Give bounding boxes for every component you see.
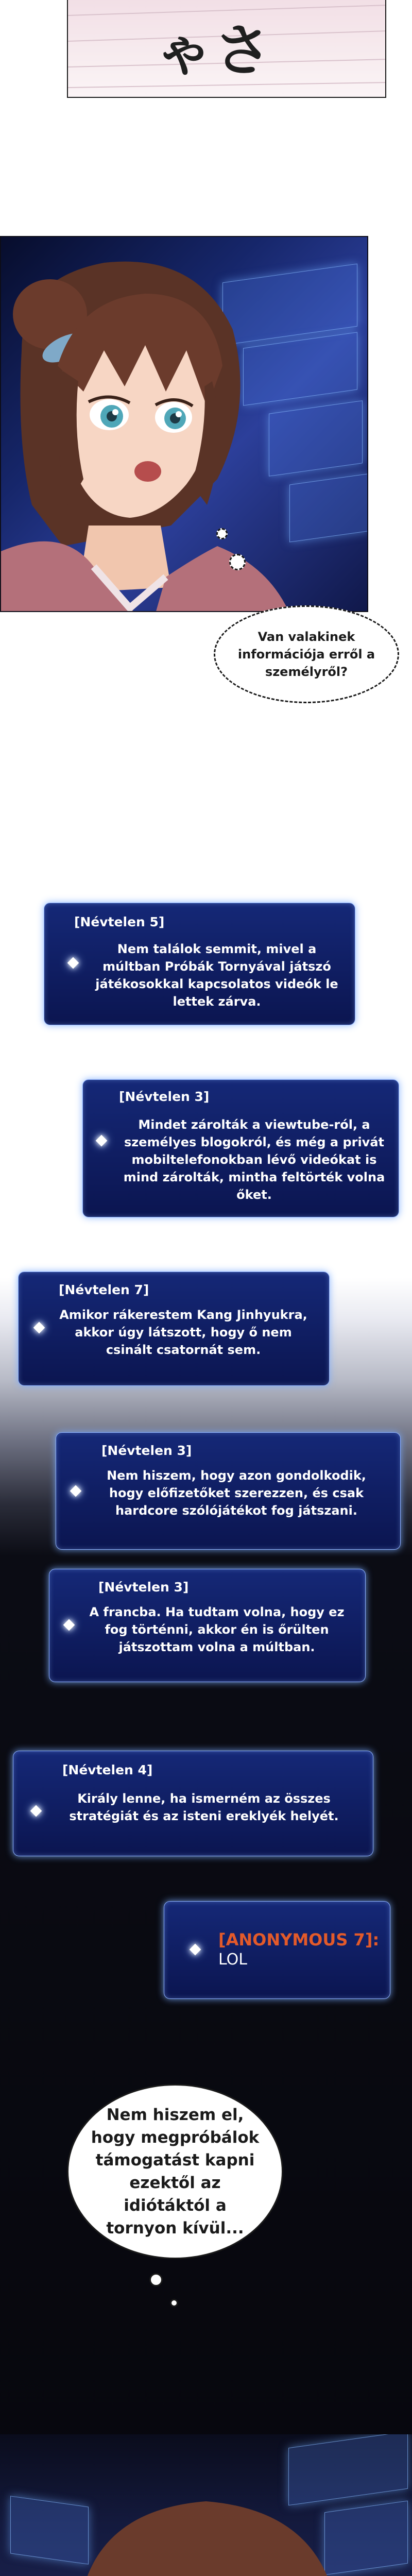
chat-message — [56, 1432, 401, 1550]
chat-message — [82, 1079, 399, 1217]
chat-message — [18, 1272, 330, 1386]
message-text: Nem hiszem, hogy azon gondolkodik, hogy előfizetőket szerezzen, és csak hardcore szólójátékot fog játszani. — [107, 1468, 366, 1518]
message-bullet-icon — [70, 1485, 82, 1497]
top-panel — [67, 0, 386, 98]
chat-message — [49, 1569, 366, 1682]
message-text: Király lenne, ha ismerném az összes stratégiát és az isteni ereklyék helyét. — [69, 1791, 339, 1823]
character-panel — [0, 236, 368, 612]
message-text: LOL — [218, 1951, 247, 1969]
message-sender: [Névtelen 3] — [119, 1089, 210, 1104]
message-sender: [Névtelen 7] — [59, 1282, 149, 1297]
thought-bubble: Nem hiszem el, hogy megpróbálok támogatást kapni ezektől az idiótáktól a tornyon kívül... — [67, 2084, 283, 2259]
message-sender: [ANONYMOUS 7]: — [218, 1930, 380, 1950]
thought-dot — [149, 2273, 163, 2286]
message-bullet-icon — [190, 1944, 201, 1956]
chat-message — [13, 1751, 373, 1856]
message-sender: [Névtelen 3] — [98, 1580, 189, 1595]
message-sender: [Névtelen 4] — [62, 1762, 153, 1777]
message-text: Mindet zárolták a viewtube-ról, a személyes blogokról, és még a privát mobiltelefonokban lévő videókat is mind zárolták, mintha feltörték volna őket. — [123, 1117, 385, 1202]
bottom-panel — [0, 2434, 412, 2576]
message-bullet-icon — [63, 1619, 75, 1631]
message-bullet-icon — [67, 957, 79, 969]
message-text: A francba. Ha tudtam volna, hogy ez fog történni, akkor én is őrülten játszottam volna a múltban. — [89, 1605, 345, 1654]
chat-message — [44, 903, 355, 1025]
message-text: Nem találok semmit, mivel a múltban Próbák Tornyával játszó játékosokkal kapcsolatos videók le lettek zárva. — [95, 942, 338, 1009]
message-sender: [Névtelen 5] — [74, 914, 165, 929]
message-bullet-icon — [33, 1322, 45, 1334]
sound-effect-text: ゃさ — [156, 18, 273, 83]
character-back-of-head — [0, 2434, 412, 2576]
thought-dot — [229, 554, 246, 570]
message-sender: [Névtelen 3] — [101, 1443, 192, 1458]
thought-dot — [170, 2299, 178, 2307]
message-bullet-icon — [96, 1135, 108, 1147]
thought-dot — [216, 528, 228, 539]
message-text: Amikor rákerestem Kang Jinhyukra, akkor úgy látszott, hogy ő nem csinált csatornát sem. — [59, 1308, 307, 1357]
chat-message — [164, 1901, 390, 1999]
character-illustration — [1, 237, 368, 612]
thought-bubble: Van valakinek információja erről a személyről? — [214, 605, 399, 703]
message-bullet-icon — [30, 1805, 42, 1817]
